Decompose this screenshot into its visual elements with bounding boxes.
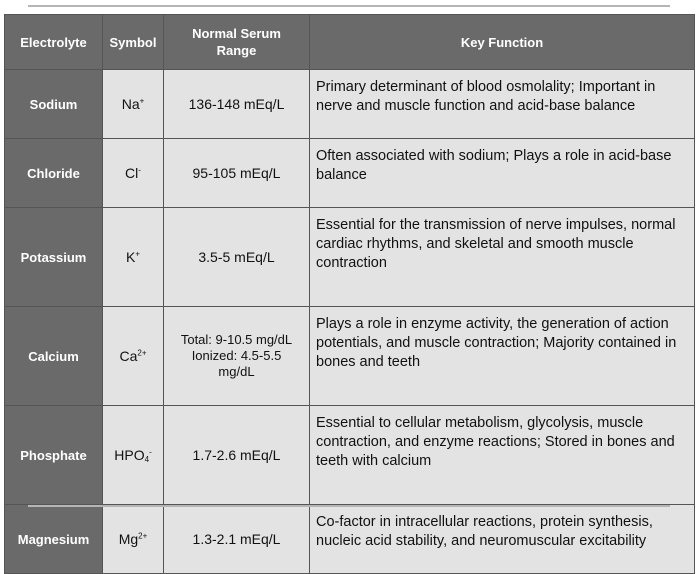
header-electrolyte: Electrolyte	[5, 15, 103, 70]
electrolyte-symbol	[103, 406, 164, 505]
normal-range	[164, 208, 310, 307]
symbol-base: Mg	[118, 530, 139, 547]
symbol-charge: 2+	[137, 347, 147, 357]
key-function: Primary determinant of blood osmolality; Important in nerve and muscle function and acid-base balance	[310, 70, 695, 139]
symbol-charge: -	[149, 446, 152, 456]
electrolyte-symbol	[103, 208, 164, 307]
table-row	[5, 139, 695, 208]
symbol-charge: -	[138, 164, 141, 174]
normal-range	[164, 406, 310, 505]
electrolyte-symbol	[103, 70, 164, 139]
electrolyte-name: Magnesium	[5, 505, 103, 574]
symbol-base: HPO	[114, 446, 145, 463]
range-line: 1.7-2.6 mEq/L	[192, 446, 281, 463]
range-line: 95-105 mEq/L	[192, 164, 281, 181]
header-function: Key Function	[310, 15, 695, 70]
bottom-rule	[28, 505, 670, 507]
range-line: 136-148 mEq/L	[188, 95, 285, 112]
electrolyte-name: Sodium	[5, 70, 103, 139]
key-function: Plays a role in enzyme activity, the generation of action potentials, and muscle contraction; Majority contained in bones and teeth	[310, 307, 695, 406]
symbol-charge: +	[135, 248, 140, 258]
symbol-charge: 2+	[138, 530, 148, 540]
table-row	[5, 307, 695, 406]
key-function: Co-factor in intracellular reactions, protein synthesis, nucleic acid stability, and neuromuscular excitability	[310, 505, 695, 574]
symbol-base: Na	[121, 95, 140, 112]
top-rule	[28, 5, 670, 7]
header-symbol: Symbol	[103, 15, 164, 70]
symbol-base: Ca	[119, 347, 138, 364]
symbol-charge: +	[139, 95, 145, 105]
range-line: Total: 9-10.5 mg/dL	[180, 332, 293, 347]
normal-range	[164, 139, 310, 208]
key-function: Often associated with sodium; Plays a role in acid-base balance	[310, 139, 695, 208]
header-row	[5, 15, 695, 70]
range-line: mg/dL	[218, 364, 255, 379]
electrolyte-symbol	[103, 505, 164, 574]
electrolyte-table	[4, 14, 695, 574]
key-function: Essential to cellular metabolism, glycolysis, muscle contraction, and enzyme reactions; Stored in bones and teeth with calcium	[310, 406, 695, 505]
range-line: 1.3-2.1 mEq/L	[192, 530, 281, 547]
normal-range	[164, 307, 310, 406]
electrolyte-name: Calcium	[5, 307, 103, 406]
table-row	[5, 406, 695, 505]
table-row	[5, 208, 695, 307]
symbol-base: K	[125, 248, 136, 265]
header-range	[164, 15, 310, 70]
normal-range	[164, 70, 310, 139]
normal-range	[164, 505, 310, 574]
header-range-line2: Range	[216, 43, 257, 58]
range-line: 3.5-5 mEq/L	[198, 248, 275, 265]
table-row	[5, 70, 695, 139]
range-line: Ionized: 4.5-5.5	[191, 348, 282, 363]
electrolyte-name: Potassium	[5, 208, 103, 307]
key-function: Essential for the transmission of nerve impulses, normal cardiac rhythms, and skeletal and smooth muscle contraction	[310, 208, 695, 307]
electrolyte-name: Phosphate	[5, 406, 103, 505]
electrolyte-symbol	[103, 307, 164, 406]
table-row	[5, 505, 695, 574]
electrolyte-symbol	[103, 139, 164, 208]
header-range-line1: Normal Serum	[192, 26, 281, 41]
symbol-subscript: 4	[144, 454, 150, 464]
electrolyte-name: Chloride	[5, 139, 103, 208]
symbol-base: Cl	[125, 164, 139, 181]
